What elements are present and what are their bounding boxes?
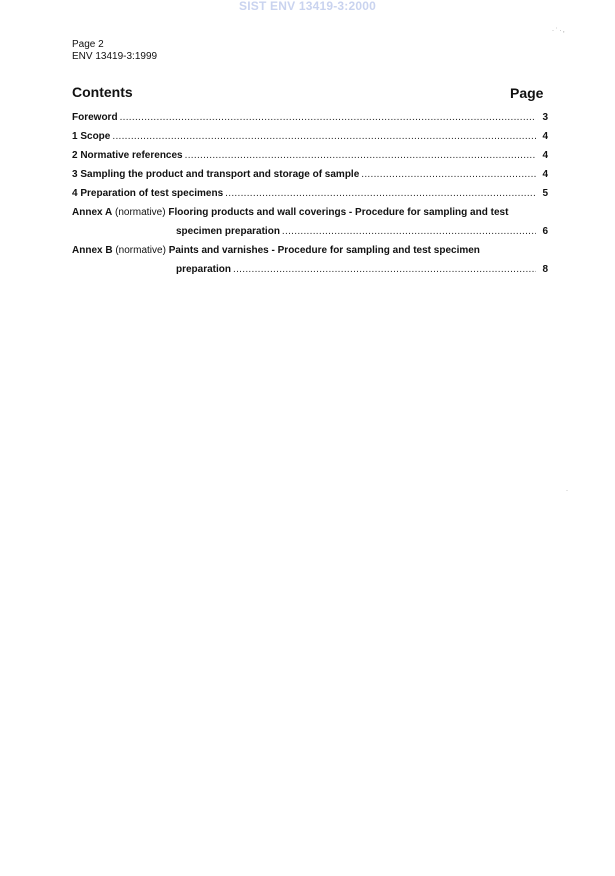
dot-leader <box>361 168 536 182</box>
dot-leader <box>185 149 536 163</box>
document-id: ENV 13419-3:1999 <box>72 51 158 62</box>
toc-entry-page: 4 <box>542 131 548 142</box>
toc-annex-b-heading <box>72 244 548 263</box>
toc-entry-foreword <box>72 111 548 130</box>
watermark: SIST ENV 13419-3:2000 <box>239 0 376 13</box>
annex-title: Flooring products and wall coverings - Procedure for sampling and test <box>168 207 509 218</box>
toc-entry-page: 4 <box>542 169 548 180</box>
dot-leader <box>120 111 536 125</box>
page-header <box>72 39 157 63</box>
toc-entry-page: 4 <box>542 150 548 161</box>
dot-leader <box>225 187 536 201</box>
toc-entry-normative-references <box>72 149 548 168</box>
table-of-contents <box>72 111 548 282</box>
toc-entry-scope <box>72 130 548 149</box>
toc-entry-page: 6 <box>542 226 548 237</box>
dot-leader <box>233 263 536 277</box>
toc-annex-b-continuation <box>72 263 548 282</box>
scan-specks: · ˈ · , <box>552 28 565 34</box>
toc-annex-a-heading <box>72 206 548 225</box>
annex-name: Annex B <box>72 245 113 256</box>
scan-specks: · <box>566 488 568 494</box>
toc-entry-sampling <box>72 168 548 187</box>
page-column-heading: Page <box>510 85 544 101</box>
dot-leader <box>282 225 536 239</box>
toc-entry-label: 4 Preparation of test specimens <box>72 188 224 199</box>
annex-kind: (normative) <box>114 207 166 218</box>
annex-kind: (normative) <box>115 245 166 256</box>
annex-title-continuation: preparation <box>176 264 232 275</box>
toc-entry-page: 8 <box>542 264 548 275</box>
toc-entry-page: 5 <box>542 188 548 199</box>
toc-entry-page: 3 <box>542 112 548 123</box>
toc-entry-preparation <box>72 187 548 206</box>
toc-entry-label: 2 Normative references <box>72 150 183 161</box>
annex-title-continuation: specimen preparation <box>176 226 280 237</box>
contents-heading: Contents <box>72 84 133 100</box>
toc-entry-label: Foreword <box>72 112 118 123</box>
annex-title: Paints and varnishes - Procedure for sampling and test specimen <box>168 245 480 256</box>
toc-annex-a-continuation <box>72 225 548 244</box>
annex-name: Annex A <box>72 207 113 218</box>
dot-leader <box>112 130 536 144</box>
page-number: Page 2 <box>72 39 104 50</box>
toc-entry-label: 1 Scope <box>72 131 111 142</box>
toc-entry-label: 3 Sampling the product and transport and storage of sample <box>72 169 360 180</box>
